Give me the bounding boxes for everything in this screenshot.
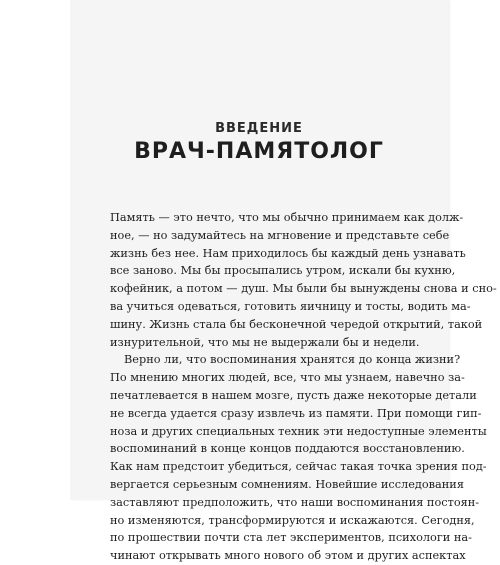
text-line: шину. Жизнь стала бы бесконечной чередой открытий, такой bbox=[110, 317, 483, 331]
text-line: вергается серьезным сомнениям. Новейшие исследования bbox=[110, 477, 464, 491]
text-line: не всегда удается сразу извлечь из памяти. При помощи гип- bbox=[110, 406, 482, 420]
text-line: ное, — но задумайтесь на мгновение и представьте себе bbox=[110, 228, 450, 242]
text-line: Память — это нечто, что мы обычно принимаем как долж- bbox=[110, 211, 464, 224]
text-line: но изменяются, трансформируются и искажаются. Сегодня, bbox=[110, 513, 475, 527]
text-line: печатлевается в нашем мозге, пусть даже некоторые детали bbox=[110, 388, 477, 402]
text-line: ва учиться одеваться, готовить яичницу и тосты, водить ма- bbox=[110, 299, 471, 313]
chapter-label: ВВЕДЕНИЕ bbox=[215, 121, 303, 136]
book-page bbox=[70, 0, 497, 563]
text-line: Как нам предстоит убедиться, сейчас такая точка зрения под- bbox=[110, 460, 487, 474]
chapter-title: ВРАЧ-ПАМЯТОЛОГ bbox=[134, 139, 384, 164]
paragraph-2 bbox=[110, 351, 487, 565]
text-line: заставляют предположить, что наши воспоминания постоян- bbox=[110, 495, 480, 509]
text-line: все заново. Мы бы просыпались утром, искали бы кухню, bbox=[110, 264, 456, 278]
text-line: изнурительной, что мы не выдержали бы и недели. bbox=[110, 335, 420, 349]
text-line: По мнению многих людей, все, что мы узнаем, навечно за- bbox=[110, 371, 465, 385]
text-line: кофейник, а потом — душ. Мы были бы вынуждены снова и сно- bbox=[110, 282, 497, 296]
text-line: жизнь без нее. Нам приходилось бы каждый день узнавать bbox=[110, 246, 466, 260]
text-line: Верно ли, что воспоминания хранятся до конца жизни? bbox=[124, 353, 461, 367]
text-line: чинают открывать много нового об этом и других аспектах bbox=[110, 549, 466, 563]
text-line: ноза и других специальных техник эти недоступные элементы bbox=[110, 424, 487, 438]
text-line: воспоминаний в конце концов поддаются восстановлению. bbox=[110, 442, 465, 456]
paragraph-1 bbox=[110, 209, 497, 351]
text-line: по прошествии почти ста лет экспериментов, психологи на- bbox=[110, 531, 472, 545]
body-text bbox=[110, 209, 497, 565]
